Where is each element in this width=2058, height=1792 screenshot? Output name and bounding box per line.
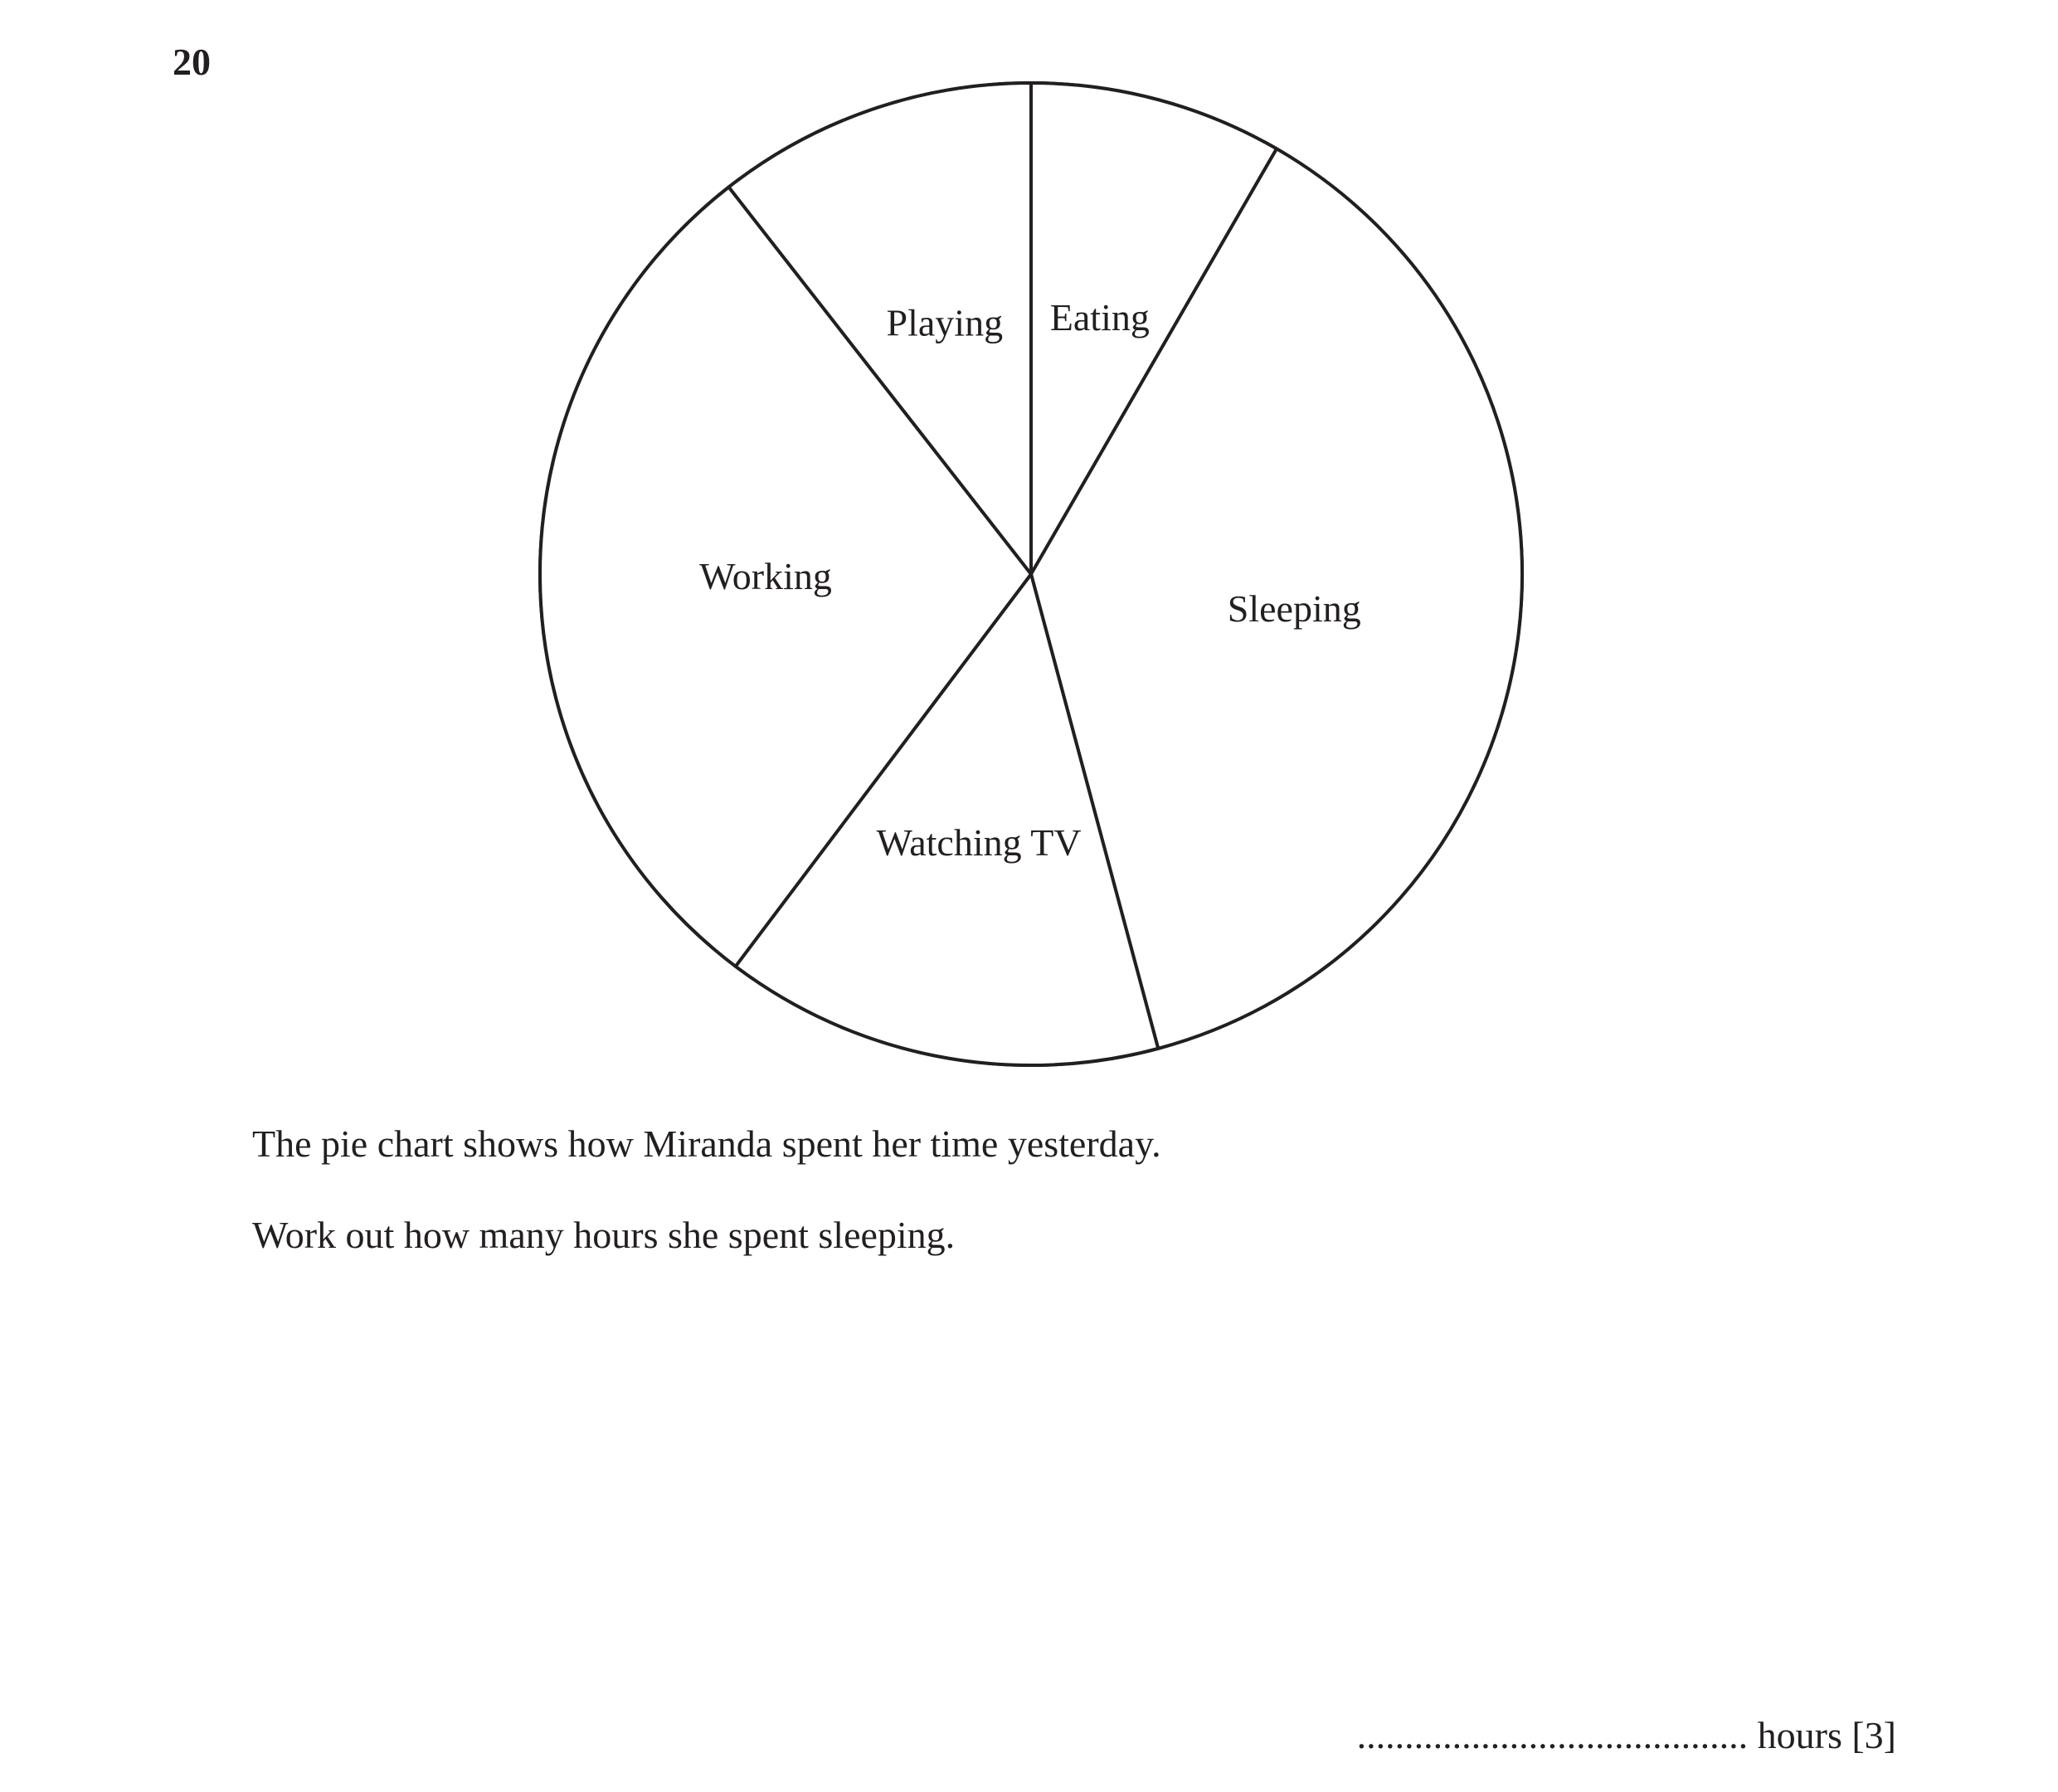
answer-line — [1357, 1713, 1896, 1757]
slice-label-watching-tv: Watching TV — [876, 821, 1082, 864]
question-statement: The pie chart shows how Miranda spent her time yesterday. — [252, 1122, 1161, 1165]
answer-dots: ......................................... — [1356, 1714, 1749, 1756]
question-task: Work out how many hours she spent sleeping. — [252, 1214, 956, 1256]
answer-unit: hours — [1757, 1714, 1842, 1756]
slice-label-working: Working — [699, 554, 832, 597]
marks-label: [3] — [1851, 1714, 1896, 1756]
slice-label-playing: Playing — [886, 301, 1004, 344]
slice-label-eating: Eating — [1049, 295, 1150, 338]
pie-slices — [540, 83, 1522, 1065]
slice-label-sleeping: Sleeping — [1227, 587, 1361, 630]
question-number: 20 — [173, 41, 211, 83]
